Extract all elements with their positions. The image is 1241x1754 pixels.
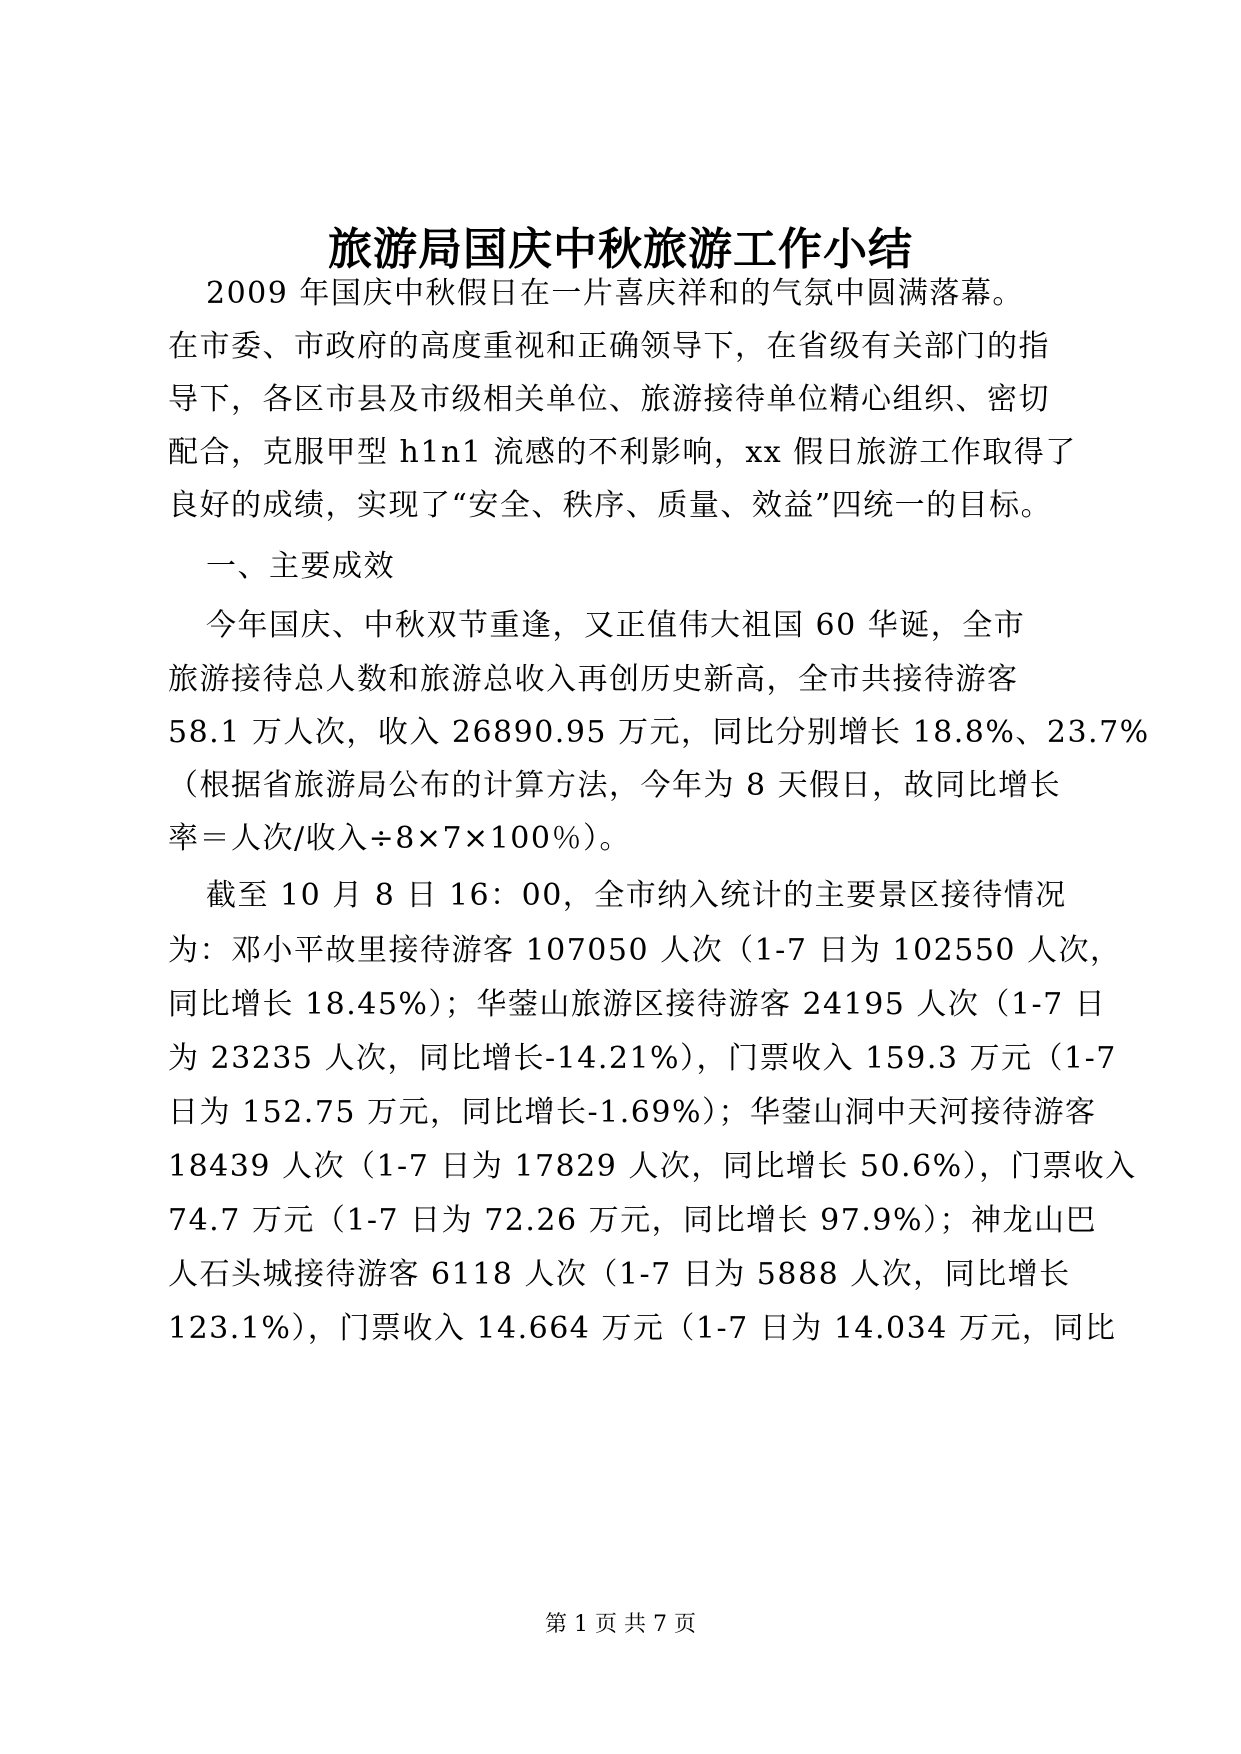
paragraph-line: 导下，各区市县及市级相关单位、旅游接待单位精心组织、密切 (168, 382, 1050, 417)
paragraph-line: 人石头城接待游客 6118 人次（1-7 日为 5888 人次，同比增长 (168, 1257, 1071, 1292)
section-heading: 一、主要成效 (206, 549, 395, 584)
page-number-footer: 第 1 页 共 7 页 (545, 1612, 696, 1637)
paragraph-line: 同比增长 18.45%）；华蓥山旅游区接待游客 24195 人次（1-7 日 (168, 987, 1107, 1022)
paragraph-line: 今年国庆、中秋双节重逢，又正值伟大祖国 60 华诞，全市 (206, 608, 1026, 643)
paragraph-line: 为 23235 人次，同比增长-14.21%），门票收入 159.3 万元（1-7 (168, 1041, 1117, 1076)
paragraph-line: 率＝人次/收入÷8×7×100％）。 (168, 821, 631, 856)
paragraph-line: 日为 152.75 万元，同比增长-1.69%）；华蓥山洞中天河接待游客 (168, 1095, 1097, 1130)
paragraph-line: 在市委、市政府的高度重视和正确领导下，在省级有关部门的指 (168, 329, 1050, 364)
paragraph-line: 配合，克服甲型 h1n1 流感的不利影响，xx 假日旅游工作取得了 (168, 435, 1077, 470)
paragraph-line: 良好的成绩，实现了“安全、秩序、质量、效益”四统一的目标。 (168, 488, 1053, 523)
paragraph-line: 为：邓小平故里接待游客 107050 人次（1-7 日为 102550 人次， (168, 933, 1122, 968)
paragraph-line: 旅游接待总人数和旅游总收入再创历史新高，全市共接待游客 (168, 662, 1019, 697)
paragraph-line: 74.7 万元（1-7 日为 72.26 万元，同比增长 97.9%）；神龙山巴 (168, 1203, 1097, 1238)
paragraph-line: 截至 10 月 8 日 16：00，全市纳入统计的主要景区接待情况 (206, 878, 1067, 913)
paragraph-line: 58.1 万人次，收入 26890.95 万元，同比分别增长 18.8%、23.7% (168, 715, 1150, 750)
document-title: 旅游局国庆中秋旅游工作小结 (328, 224, 913, 275)
paragraph-line: 18439 人次（1-7 日为 17829 人次，同比增长 50.6%），门票收入 (168, 1149, 1137, 1184)
paragraph-line: 2009 年国庆中秋假日在一片喜庆祥和的气氛中圆满落幕。 (206, 276, 1024, 311)
paragraph-line: （根据省旅游局公布的计算方法，今年为 8 天假日，故同比增长 (168, 768, 1062, 803)
paragraph-line: 123.1%），门票收入 14.664 万元（1-7 日为 14.034 万元，同比 (168, 1311, 1117, 1346)
